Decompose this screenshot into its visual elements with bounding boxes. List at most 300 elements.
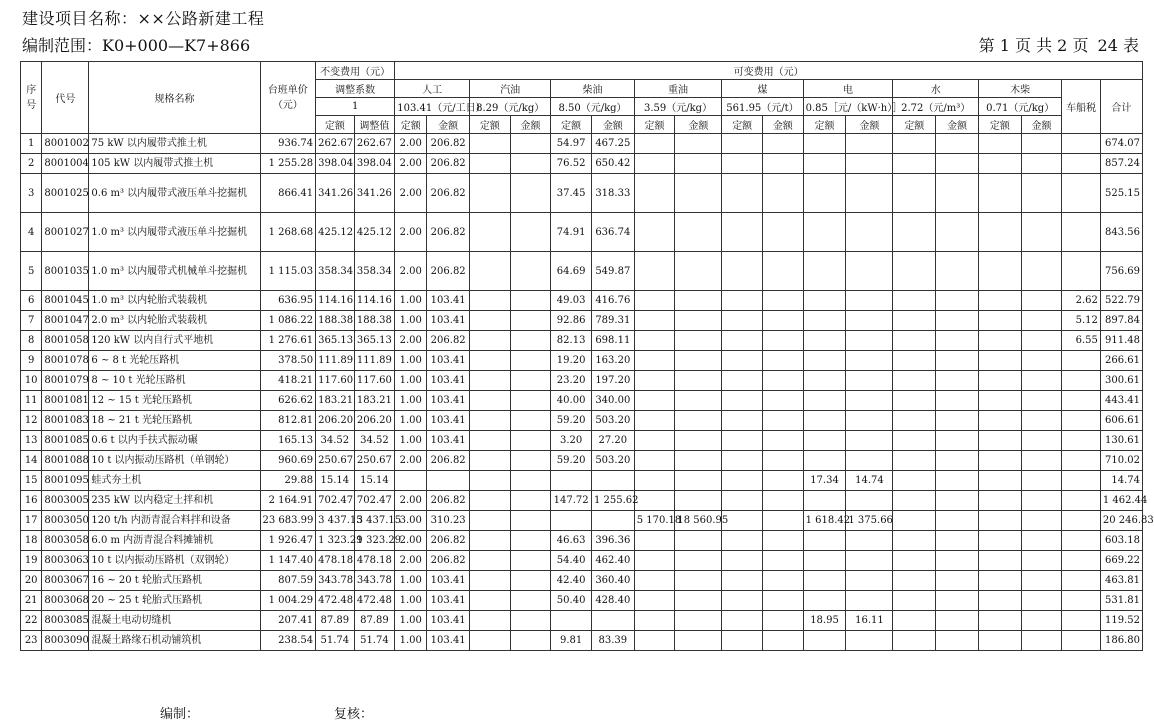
cell-la: 103.41 <box>427 591 470 611</box>
cell-da: 83.39 <box>591 631 634 651</box>
cell-quota: 702.47 <box>316 491 354 511</box>
reviewer-label: 复核： <box>334 707 374 722</box>
cell-dq: 42.40 <box>551 571 592 591</box>
cell-cq <box>722 451 763 471</box>
cell-lq: 2.00 <box>395 213 427 252</box>
cell-quota: 472.48 <box>316 591 354 611</box>
cell-tax <box>1062 571 1100 591</box>
compile-scope: 编制范围：K0+000—K7+866 <box>22 36 251 55</box>
cell-hq <box>634 252 675 291</box>
col-diesel-price: 8.50（元/kg） <box>551 98 634 116</box>
cell-ea <box>846 371 893 391</box>
cell-adj: 117.60 <box>354 371 395 391</box>
table-number: 24 表 <box>1097 36 1139 55</box>
cell-seq: 6 <box>21 291 42 311</box>
cell-wa <box>936 451 979 471</box>
cell-ha <box>675 411 722 431</box>
cell-quota: 341.26 <box>316 174 354 213</box>
cell-wa <box>936 391 979 411</box>
cell-fa <box>1021 213 1062 252</box>
cell-hq <box>634 571 675 591</box>
cell-tax <box>1062 174 1100 213</box>
cell-ca <box>763 531 804 551</box>
col-gasoline-price: 8.29（元/kg） <box>470 98 551 116</box>
cell-fq <box>978 471 1021 491</box>
cell-wa <box>936 154 979 174</box>
cell-code: 8001058 <box>42 331 89 351</box>
cell-seq: 18 <box>21 531 42 551</box>
cell-ea <box>846 451 893 471</box>
cell-tax <box>1062 591 1100 611</box>
cell-seq: 21 <box>21 591 42 611</box>
cell-name: 235 kW 以内稳定土拌和机 <box>89 491 260 511</box>
cell-seq: 1 <box>21 134 42 154</box>
cell-la: 103.41 <box>427 611 470 631</box>
cell-ca <box>763 471 804 491</box>
cell-adj: 398.04 <box>354 154 395 174</box>
cell-eq <box>803 174 846 213</box>
cell-adj: 262.67 <box>354 134 395 154</box>
cell-name: 20 ~ 25 t 轮胎式压路机 <box>89 591 260 611</box>
cell-hq <box>634 591 675 611</box>
cell-code: 8003005 <box>42 491 89 511</box>
cell-eq <box>803 252 846 291</box>
cell-la: 206.82 <box>427 213 470 252</box>
col-labor-quota: 定额 <box>395 116 427 134</box>
cell-da: 503.20 <box>591 451 634 471</box>
cell-dq: 92.86 <box>551 311 592 331</box>
table-body <box>21 134 1154 651</box>
cell-ea: 1 375.66 <box>846 511 893 531</box>
cell-name: 0.6 m³ 以内履带式液压单斗挖掘机 <box>89 174 260 213</box>
cell-cq <box>722 252 763 291</box>
cell-quota: 51.74 <box>316 631 354 651</box>
cell-ga <box>510 491 551 511</box>
cell-lq: 1.00 <box>395 591 427 611</box>
col-labor-amount: 金额 <box>427 116 470 134</box>
cell-la: 103.41 <box>427 571 470 591</box>
table-row <box>21 591 1143 611</box>
col-water-price: 2.72（元/m³） <box>893 98 979 116</box>
cell-ga <box>510 611 551 631</box>
cell-tax <box>1062 431 1100 451</box>
cell-la <box>427 471 470 491</box>
cell-total: 857.24 <box>1100 154 1142 174</box>
cell-lq: 2.00 <box>395 451 427 471</box>
cell-fa <box>1021 431 1062 451</box>
cell-wq <box>893 431 936 451</box>
cell-lq: 1.00 <box>395 571 427 591</box>
cell-seq: 17 <box>21 511 42 531</box>
cell-fa <box>1021 491 1062 511</box>
cell-total: 1 462.44 <box>1100 491 1142 511</box>
table-row <box>21 471 1143 491</box>
cell-quota: 117.60 <box>316 371 354 391</box>
cell-seq: 9 <box>21 351 42 371</box>
cell-la: 206.82 <box>427 174 470 213</box>
cell-gq <box>470 213 511 252</box>
cell-total: 130.61 <box>1100 431 1142 451</box>
cell-gq <box>470 291 511 311</box>
col-heavy-oil-quota: 定额 <box>634 116 675 134</box>
cell-da: 416.76 <box>591 291 634 311</box>
col-firewood: 木柴 <box>978 80 1061 98</box>
cell-total: 186.80 <box>1100 631 1142 651</box>
cell-eq <box>803 531 846 551</box>
cell-la: 206.82 <box>427 531 470 551</box>
page-indicator <box>975 33 1139 56</box>
cell-fa <box>1021 291 1062 311</box>
cell-adj: 3 437.15 <box>354 511 395 531</box>
cell-lq: 2.00 <box>395 531 427 551</box>
cell-ca <box>763 371 804 391</box>
cell-ga <box>510 511 551 531</box>
cell-hq <box>634 531 675 551</box>
cell-tax <box>1062 411 1100 431</box>
cell-fa <box>1021 331 1062 351</box>
cell-fq <box>978 252 1021 291</box>
col-coal-price: 561.95（元/t） <box>722 98 803 116</box>
cell-hq <box>634 611 675 631</box>
cell-ea <box>846 154 893 174</box>
cell-cq <box>722 591 763 611</box>
col-fixed-quota: 定额 <box>316 116 354 134</box>
cell-lq: 1.00 <box>395 311 427 331</box>
cell-dq <box>551 611 592 631</box>
cell-ga <box>510 411 551 431</box>
cell-da: 1 255.62 <box>591 491 634 511</box>
cell-tax <box>1062 154 1100 174</box>
cell-code: 8003085 <box>42 611 89 631</box>
cell-ga <box>510 311 551 331</box>
cell-fa <box>1021 391 1062 411</box>
col-electric-quota: 定额 <box>803 116 846 134</box>
cell-code: 8001035 <box>42 252 89 291</box>
cell-price: 636.95 <box>260 291 316 311</box>
cell-total: 669.22 <box>1100 551 1142 571</box>
cell-dq: 37.45 <box>551 174 592 213</box>
cell-wq <box>893 213 936 252</box>
cell-da: 396.36 <box>591 531 634 551</box>
cell-ha <box>675 451 722 471</box>
cell-wq <box>893 511 936 531</box>
table-row <box>21 571 1143 591</box>
cell-da: 428.40 <box>591 591 634 611</box>
cell-lq: 1.00 <box>395 391 427 411</box>
cell-price: 2 164.91 <box>260 491 316 511</box>
cell-tax <box>1062 391 1100 411</box>
cell-ga <box>510 252 551 291</box>
cell-ha <box>675 134 722 154</box>
cell-dq: 23.20 <box>551 371 592 391</box>
cell-ha <box>675 571 722 591</box>
cell-hq <box>634 391 675 411</box>
cell-adj: 341.26 <box>354 174 395 213</box>
cell-price: 1 147.40 <box>260 551 316 571</box>
cell-ea: 14.74 <box>846 471 893 491</box>
cell-total: 606.61 <box>1100 411 1142 431</box>
cell-code: 8001002 <box>42 134 89 154</box>
cell-price: 418.21 <box>260 371 316 391</box>
cell-price: 812.81 <box>260 411 316 431</box>
cell-ga <box>510 213 551 252</box>
cell-gq <box>470 611 511 631</box>
cell-adj: 250.67 <box>354 451 395 471</box>
cell-fq <box>978 491 1021 511</box>
cell-lq: 1.00 <box>395 631 427 651</box>
cell-ha <box>675 174 722 213</box>
cell-ca <box>763 213 804 252</box>
col-water-quota: 定额 <box>893 116 936 134</box>
cell-lq: 1.00 <box>395 291 427 311</box>
col-firewood-quota: 定额 <box>978 116 1021 134</box>
cell-quota: 425.12 <box>316 213 354 252</box>
cell-quota: 358.34 <box>316 252 354 291</box>
cell-wq <box>893 371 936 391</box>
cell-hq <box>634 471 675 491</box>
cell-ha <box>675 291 722 311</box>
cell-tax <box>1062 631 1100 651</box>
cell-tax <box>1062 511 1100 531</box>
cell-tax <box>1062 471 1100 491</box>
cell-fq <box>978 551 1021 571</box>
cell-ca <box>763 451 804 471</box>
cell-da: 163.20 <box>591 351 634 371</box>
cell-total: 603.18 <box>1100 531 1142 551</box>
cell-price: 1 926.47 <box>260 531 316 551</box>
cell-ca <box>763 431 804 451</box>
cell-name: 6.0 m 内沥青混合料摊铺机 <box>89 531 260 551</box>
cell-adj: 206.20 <box>354 411 395 431</box>
cell-seq: 15 <box>21 471 42 491</box>
table-row <box>21 252 1143 291</box>
cell-seq: 16 <box>21 491 42 511</box>
cell-ca <box>763 154 804 174</box>
cell-eq <box>803 311 846 331</box>
cell-ca <box>763 134 804 154</box>
table-row <box>21 511 1143 531</box>
col-labor-price: 103.41（元/工日） <box>395 98 470 116</box>
col-gasoline-amount: 金额 <box>510 116 551 134</box>
cell-wa <box>936 331 979 351</box>
cell-wq <box>893 391 936 411</box>
cell-wq <box>893 631 936 651</box>
cell-ca <box>763 351 804 371</box>
cell-eq <box>803 134 846 154</box>
cell-seq: 11 <box>21 391 42 411</box>
cell-price: 936.74 <box>260 134 316 154</box>
cell-da <box>591 611 634 631</box>
cell-seq: 19 <box>21 551 42 571</box>
cell-gq <box>470 331 511 351</box>
cell-gq <box>470 351 511 371</box>
cell-lq: 2.00 <box>395 551 427 571</box>
cell-eq <box>803 213 846 252</box>
cell-ha <box>675 471 722 491</box>
cell-wa <box>936 134 979 154</box>
cell-wq <box>893 611 936 631</box>
cell-name: 10 t 以内振动压路机（单钢轮） <box>89 451 260 471</box>
cell-dq: 19.20 <box>551 351 592 371</box>
cell-gq <box>470 311 511 331</box>
table-row <box>21 154 1143 174</box>
cell-fa <box>1021 591 1062 611</box>
col-water-amount: 金额 <box>936 116 979 134</box>
cell-ca <box>763 631 804 651</box>
cell-quota: 250.67 <box>316 451 354 471</box>
cell-da: 503.20 <box>591 411 634 431</box>
cell-fq <box>978 291 1021 311</box>
col-gasoline: 汽油 <box>470 80 551 98</box>
col-fixed-adjusted: 调整值 <box>354 116 395 134</box>
cell-total: 710.02 <box>1100 451 1142 471</box>
cell-da: 789.31 <box>591 311 634 331</box>
cell-eq <box>803 431 846 451</box>
cell-ea <box>846 491 893 511</box>
cell-cq <box>722 611 763 631</box>
cell-ca <box>763 391 804 411</box>
col-water: 水 <box>893 80 979 98</box>
cell-wa <box>936 631 979 651</box>
cell-adj: 472.48 <box>354 591 395 611</box>
cell-ca <box>763 511 804 531</box>
cell-price: 1 276.61 <box>260 331 316 351</box>
cell-cq <box>722 571 763 591</box>
cell-lq: 1.00 <box>395 351 427 371</box>
cell-price: 866.41 <box>260 174 316 213</box>
cell-fq <box>978 431 1021 451</box>
cell-lq: 2.00 <box>395 491 427 511</box>
cell-fa <box>1021 471 1062 491</box>
cell-total: 119.52 <box>1100 611 1142 631</box>
machine-shift-cost-table <box>20 61 1154 651</box>
project-name: 建设项目名称：××公路新建工程 <box>22 9 265 28</box>
cell-wa <box>936 571 979 591</box>
cell-cq <box>722 213 763 252</box>
cell-ea <box>846 411 893 431</box>
cell-adj: 425.12 <box>354 213 395 252</box>
cell-adj: 183.21 <box>354 391 395 411</box>
col-name: 规格名称 <box>89 62 260 134</box>
cell-fa <box>1021 571 1062 591</box>
cell-eq <box>803 331 846 351</box>
cell-tax <box>1062 213 1100 252</box>
cell-la: 103.41 <box>427 631 470 651</box>
cell-hq <box>634 174 675 213</box>
col-coef-value: 1 <box>316 98 395 116</box>
cell-dq: 59.20 <box>551 411 592 431</box>
cell-wq <box>893 174 936 213</box>
cell-code: 8001088 <box>42 451 89 471</box>
cell-wa <box>936 351 979 371</box>
cell-ea <box>846 551 893 571</box>
table-row <box>21 291 1143 311</box>
cell-cq <box>722 154 763 174</box>
cell-quota: 114.16 <box>316 291 354 311</box>
cell-adj: 358.34 <box>354 252 395 291</box>
cell-quota: 87.89 <box>316 611 354 631</box>
cell-name: 6 ~ 8 t 光轮压路机 <box>89 351 260 371</box>
cell-quota: 3 437.15 <box>316 511 354 531</box>
cell-tax <box>1062 491 1100 511</box>
cell-wa <box>936 591 979 611</box>
cell-ha <box>675 551 722 571</box>
cell-cq <box>722 331 763 351</box>
cell-gq <box>470 154 511 174</box>
cell-hq <box>634 551 675 571</box>
cell-dq: 46.63 <box>551 531 592 551</box>
cell-price: 1 268.68 <box>260 213 316 252</box>
cell-eq <box>803 631 846 651</box>
cell-ea <box>846 291 893 311</box>
cell-gq <box>470 134 511 154</box>
cell-fa <box>1021 531 1062 551</box>
cell-eq <box>803 391 846 411</box>
col-code: 代号 <box>42 62 89 134</box>
cell-price: 1 115.03 <box>260 252 316 291</box>
col-diesel-amount: 金额 <box>591 116 634 134</box>
cell-price: 238.54 <box>260 631 316 651</box>
cell-la: 206.82 <box>427 451 470 471</box>
cell-da <box>591 511 634 531</box>
cell-ca <box>763 591 804 611</box>
table-row <box>21 531 1143 551</box>
cell-wa <box>936 311 979 331</box>
cell-name: 1.0 m³ 以内轮胎式装载机 <box>89 291 260 311</box>
cell-ga <box>510 331 551 351</box>
cell-dq: 54.97 <box>551 134 592 154</box>
cell-lq: 2.00 <box>395 252 427 291</box>
cell-fa <box>1021 411 1062 431</box>
cell-ea <box>846 591 893 611</box>
cell-ea <box>846 431 893 451</box>
cell-name: 1.0 m³ 以内履带式机械单斗挖掘机 <box>89 252 260 291</box>
cell-lq: 2.00 <box>395 331 427 351</box>
cell-da: 27.20 <box>591 431 634 451</box>
table-row <box>21 451 1143 471</box>
cell-seq: 3 <box>21 174 42 213</box>
cell-lq: 1.00 <box>395 431 427 451</box>
cell-la: 206.82 <box>427 551 470 571</box>
cell-code: 8003063 <box>42 551 89 571</box>
cell-da: 197.20 <box>591 371 634 391</box>
col-firewood-amount: 金额 <box>1021 116 1062 134</box>
cell-fq <box>978 611 1021 631</box>
cell-wq <box>893 471 936 491</box>
cell-ca <box>763 411 804 431</box>
cell-ca <box>763 252 804 291</box>
cell-code: 8003050 <box>42 511 89 531</box>
cell-name: 120 kW 以内自行式平地机 <box>89 331 260 351</box>
cell-da: 650.42 <box>591 154 634 174</box>
cell-price: 165.13 <box>260 431 316 451</box>
cell-price: 1 086.22 <box>260 311 316 331</box>
cell-dq: 40.00 <box>551 391 592 411</box>
cell-ga <box>510 291 551 311</box>
cell-hq <box>634 331 675 351</box>
cell-fa <box>1021 174 1062 213</box>
cell-la: 103.41 <box>427 371 470 391</box>
cell-cq <box>722 471 763 491</box>
cell-seq: 10 <box>21 371 42 391</box>
cell-fq <box>978 134 1021 154</box>
table-row <box>21 551 1143 571</box>
cell-gq <box>470 551 511 571</box>
cell-ca <box>763 571 804 591</box>
cell-gq <box>470 571 511 591</box>
cell-ha <box>675 491 722 511</box>
cell-lq: 3.00 <box>395 511 427 531</box>
